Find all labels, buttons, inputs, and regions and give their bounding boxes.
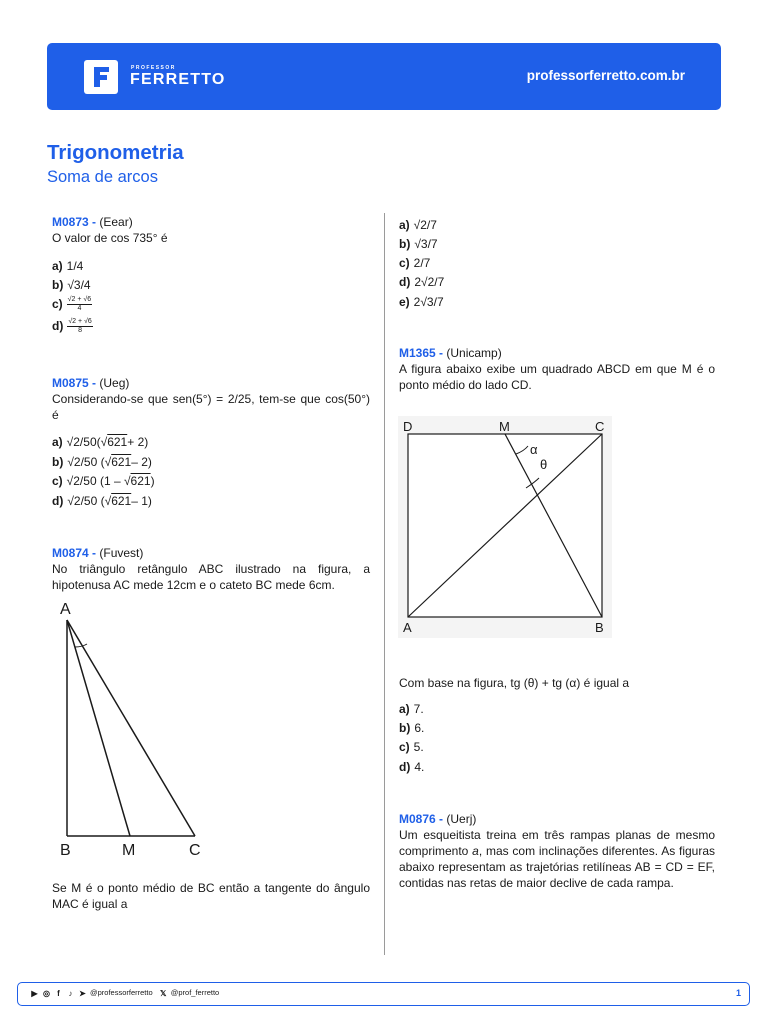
option-a[interactable]: [399, 217, 437, 233]
instagram-icon[interactable]: ◎: [43, 988, 50, 998]
option-text: √3/7: [414, 237, 438, 251]
option-b[interactable]: [399, 236, 438, 252]
fraction-numerator: √2 + √6: [68, 318, 92, 326]
option-text: – 2): [131, 455, 152, 469]
square-abcd-figure: [398, 416, 612, 643]
option-letter: d): [399, 275, 411, 289]
option-a[interactable]: [52, 434, 148, 450]
fraction-denominator: 8: [78, 327, 82, 335]
facebook-icon[interactable]: f: [57, 988, 60, 998]
option-b[interactable]: [399, 720, 424, 736]
option-text: √2/7: [413, 218, 437, 232]
option-letter: d): [399, 760, 411, 774]
question-m1365-stem2: Com base na figura, tg (θ) + tg (α) é igual a: [399, 676, 630, 690]
option-e[interactable]: [399, 294, 444, 310]
logo-subtitle: PROFESSOR: [131, 65, 176, 71]
option-c[interactable]: [52, 473, 155, 489]
radicand: 621: [107, 435, 128, 449]
option-text: ): [150, 474, 155, 488]
label-theta: θ: [540, 457, 548, 472]
variable-a: a: [472, 844, 479, 858]
radicand: 621: [111, 455, 132, 469]
question-m0874: [52, 545, 370, 593]
option-c[interactable]: [399, 739, 424, 755]
option-text: + 2): [127, 435, 149, 449]
option-text: 6.: [414, 721, 425, 735]
label-d: D: [403, 419, 413, 434]
option-text: 2√3/7: [413, 295, 444, 309]
option-letter: b): [399, 721, 411, 735]
option-d[interactable]: [399, 274, 444, 290]
question-source: (Ueg): [99, 376, 130, 390]
option-letter: c): [399, 740, 410, 754]
handle-prof-ferretto[interactable]: @prof_ferretto: [170, 988, 220, 997]
site-link[interactable]: professorferretto.com.br: [526, 68, 685, 83]
question-stem: Um esqueitista treina em três rampas planas de mesmo comprimento: [399, 828, 715, 858]
option-text: √3/4: [67, 278, 91, 292]
option-text: 2√2/7: [414, 275, 445, 289]
page-subtitle: Soma de arcos: [47, 168, 158, 186]
option-letter: a): [399, 702, 410, 716]
option-a[interactable]: [52, 258, 83, 274]
logo-wordmark: FERRETTO: [130, 71, 226, 88]
option-d[interactable]: [52, 318, 93, 335]
option-letter: a): [52, 435, 63, 449]
question-m0874-stem2: Se M é o ponto médio de BC então a tangente do ângulo MAC é igual a: [52, 881, 370, 911]
option-b[interactable]: [52, 277, 91, 293]
question-source: (Fuvest): [99, 546, 144, 560]
option-letter: c): [52, 474, 63, 488]
telegram-icon[interactable]: ➤: [79, 988, 86, 998]
option-d[interactable]: [52, 493, 152, 509]
option-b[interactable]: [52, 454, 152, 470]
triangle-abc-figure: [55, 598, 215, 865]
option-letter: a): [399, 218, 410, 232]
question-code: M0876 -: [399, 812, 444, 826]
x-twitter-icon[interactable]: 𝕏: [160, 988, 167, 998]
fraction-numerator: √2 + √6: [67, 296, 92, 304]
option-letter: b): [52, 455, 64, 469]
question-stem: A figura abaixo exibe um quadrado ABCD em que M é o ponto médio do lado CD.: [399, 362, 715, 392]
fraction: [67, 296, 92, 313]
handle-professorferretto[interactable]: @professorferretto: [90, 988, 153, 997]
page-title: Trigonometria: [47, 141, 184, 164]
tiktok-icon[interactable]: ♪: [68, 988, 73, 998]
question-m0873: [52, 214, 370, 246]
option-text: 7.: [413, 702, 424, 716]
option-letter: b): [52, 278, 64, 292]
question-code: M0874 -: [52, 546, 97, 560]
option-letter: d): [52, 494, 64, 508]
option-d[interactable]: [399, 759, 424, 775]
question-stem: Considerando-se que sen(5°) = 2/25, tem-se que cos(50°) é: [52, 392, 370, 422]
option-letter: d): [52, 319, 64, 333]
question-code: M1365 -: [399, 346, 444, 360]
column-divider: [384, 213, 385, 955]
label-c: C: [189, 842, 201, 859]
option-text: 2/7: [413, 256, 431, 270]
question-source: (Eear): [99, 215, 133, 229]
label-c: C: [595, 419, 605, 434]
option-letter: c): [399, 256, 410, 270]
ferretto-logo-icon: [84, 60, 118, 94]
question-code: M0875 -: [52, 376, 97, 390]
option-c[interactable]: [399, 255, 430, 271]
option-letter: b): [399, 237, 411, 251]
option-c[interactable]: [52, 296, 92, 313]
option-text: 4.: [414, 760, 425, 774]
radicand: 621: [130, 474, 151, 488]
label-b: B: [60, 842, 71, 859]
option-letter: c): [52, 297, 63, 311]
question-code: M0873 -: [52, 215, 97, 229]
side-ac: [67, 620, 195, 836]
label-a: A: [60, 601, 71, 618]
option-text: 5.: [413, 740, 424, 754]
label-m: M: [122, 842, 136, 859]
fraction-denominator: 4: [77, 305, 82, 313]
label-a: A: [403, 620, 412, 635]
question-m0876: [399, 811, 715, 891]
option-text: √2/50 (√: [67, 494, 112, 508]
option-letter: a): [52, 259, 63, 273]
option-text: – 1): [131, 494, 152, 508]
footer-bar: [17, 982, 750, 1006]
label-m: M: [499, 419, 510, 434]
option-text: √2/50 (1 – √: [66, 474, 131, 488]
option-text: √2/50(√: [66, 435, 108, 449]
option-text: 1/4: [66, 259, 84, 273]
header-banner: [47, 43, 721, 110]
social-links: [30, 988, 219, 1000]
question-stem: O valor de cos 735° é: [52, 231, 168, 245]
question-stem-cont: , mas com inclinações diferentes. As figuras abaixo representam as trajetórias retilíneas AB = CD = EF, contidas nas retas de maior declive de cada rampa.: [399, 844, 715, 890]
radicand: 621: [111, 494, 132, 508]
segment-am: [67, 620, 130, 836]
option-letter: e): [399, 295, 410, 309]
label-alpha: α: [530, 442, 538, 457]
question-m1365: [399, 345, 715, 393]
question-source: (Uerj): [446, 812, 477, 826]
option-text: √2/50 (√: [67, 455, 112, 469]
youtube-icon[interactable]: ▶: [31, 988, 38, 998]
page-number: 1: [735, 988, 741, 998]
fraction: [67, 318, 92, 335]
option-a[interactable]: [399, 701, 424, 717]
label-b: B: [595, 620, 604, 635]
question-m0875: [52, 375, 370, 423]
question-source: (Unicamp): [446, 346, 502, 360]
question-stem: No triângulo retângulo ABC ilustrado na figura, a hipotenusa AC mede 12cm e o cateto BC mede 6cm.: [52, 562, 370, 592]
